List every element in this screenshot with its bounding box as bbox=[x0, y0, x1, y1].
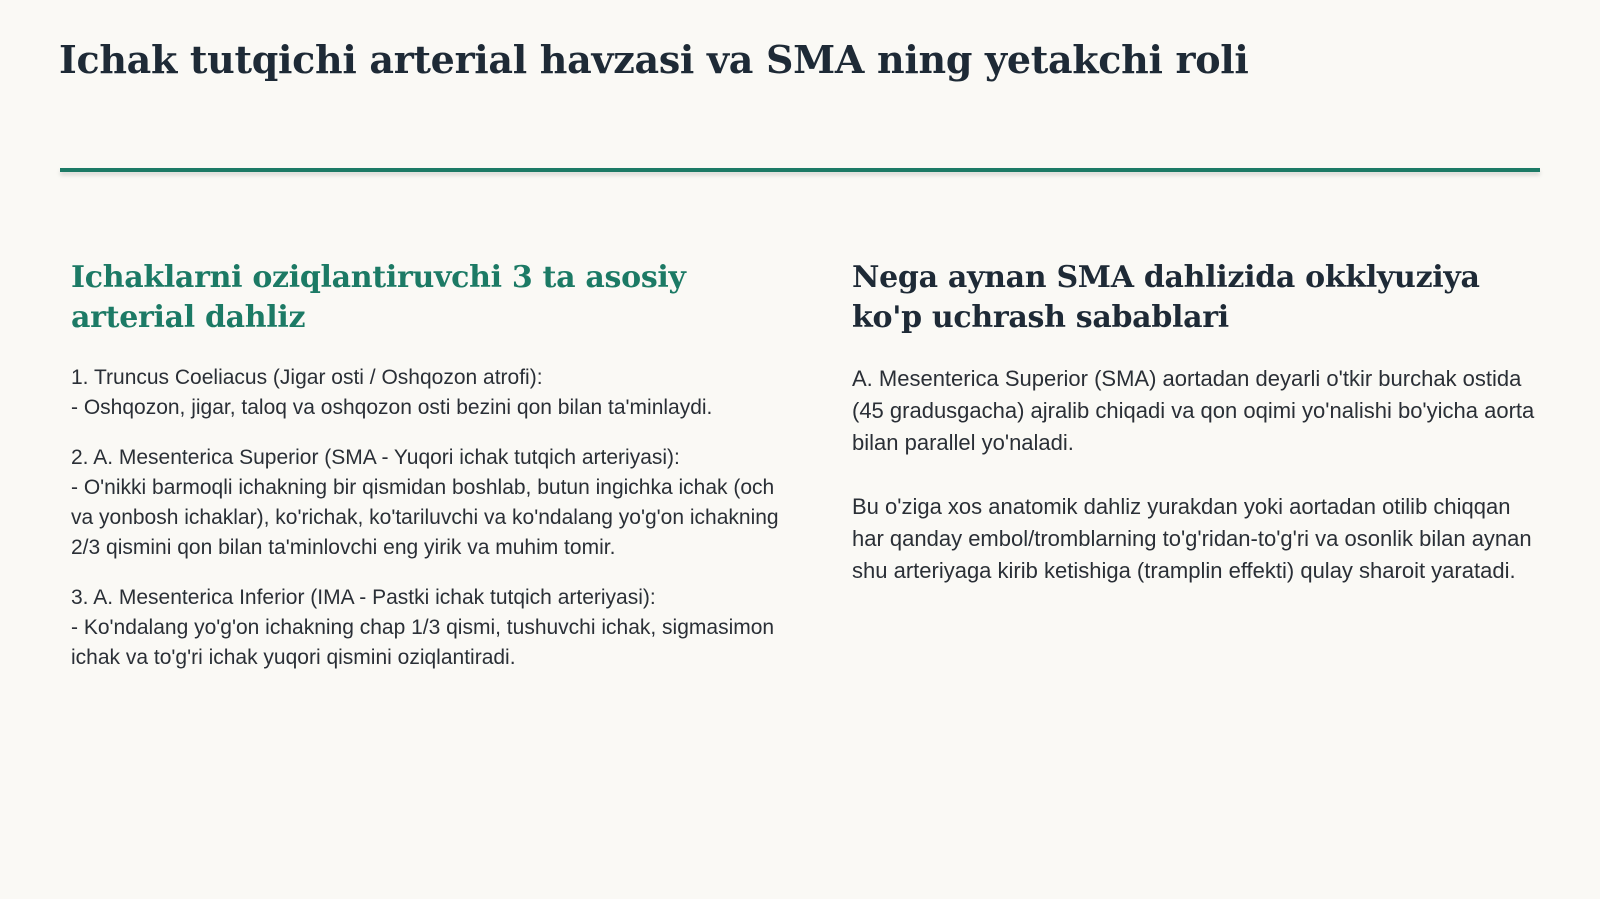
sma-occlusion-text bbox=[852, 363, 1542, 587]
list-item-ima: 3. A. Mesenterica Inferior (IMA - Pastki ichak tutqich arteriyasi): - Ko'ndalang yo'g'on ichakning chap 1/3 qismi, tushuvchi ichak, sigmasimon ichak va to'g'ri ichak yuqori qismini oziqlantiradi. bbox=[71, 586, 775, 669]
arterial-corridors-column bbox=[71, 258, 791, 693]
arterial-corridors-heading: Ichaklarni oziqlantiruvchi 3 ta asosiy arterial dahliz bbox=[71, 260, 686, 335]
sma-occlusion-heading: Nega aynan SMA dahlizida okklyuziya ko'p uchrash sabablari bbox=[852, 260, 1480, 335]
title-divider bbox=[60, 168, 1540, 172]
slide-title: Ichak tutqichi arterial havzasi va SMA ning yetakchi roli bbox=[59, 37, 1249, 82]
list-item-truncus-coeliacus: 1. Truncus Coeliacus (Jigar osti / Oshqozon atrofi): - Oshqozon, jigar, taloq va oshqozon osti bezini qon bilan ta'minlaydi. bbox=[71, 366, 713, 419]
arterial-corridors-list bbox=[71, 363, 791, 673]
list-item-sma: 2. A. Mesenterica Superior (SMA - Yuqori ichak tutqich arteriyasi): - O'nikki barmoqli ichakning bir qismidan boshlab, butun ingichka ichak (och va yonbosh ichaklar), ko'richak, ko'tariluvchi va ko'ndalang yo'g'on ichakning 2/3 qismini qon bilan ta'minlovchi eng yirik va muhim tomir. bbox=[71, 446, 779, 559]
tramplin-effect-paragraph: Bu o'ziga xos anatomik dahliz yurakdan yoki aortadan otilib chiqqan har qanday embol/tromblarning to'g'ridan-to'g'ri va osonlik bilan aynan shu arteriyaga kirib ketishiga (tramplin effekti) qulay sharoit yaratadi. bbox=[852, 494, 1532, 583]
sma-angle-paragraph: A. Mesenterica Superior (SMA) aortadan deyarli o'tkir burchak ostida (45 gradusgacha) ajralib chiqadi va qon oqimi yo'nalishi bo'yicha aorta bilan parallel yo'naladi. bbox=[852, 366, 1535, 455]
sma-occlusion-column bbox=[852, 258, 1542, 619]
